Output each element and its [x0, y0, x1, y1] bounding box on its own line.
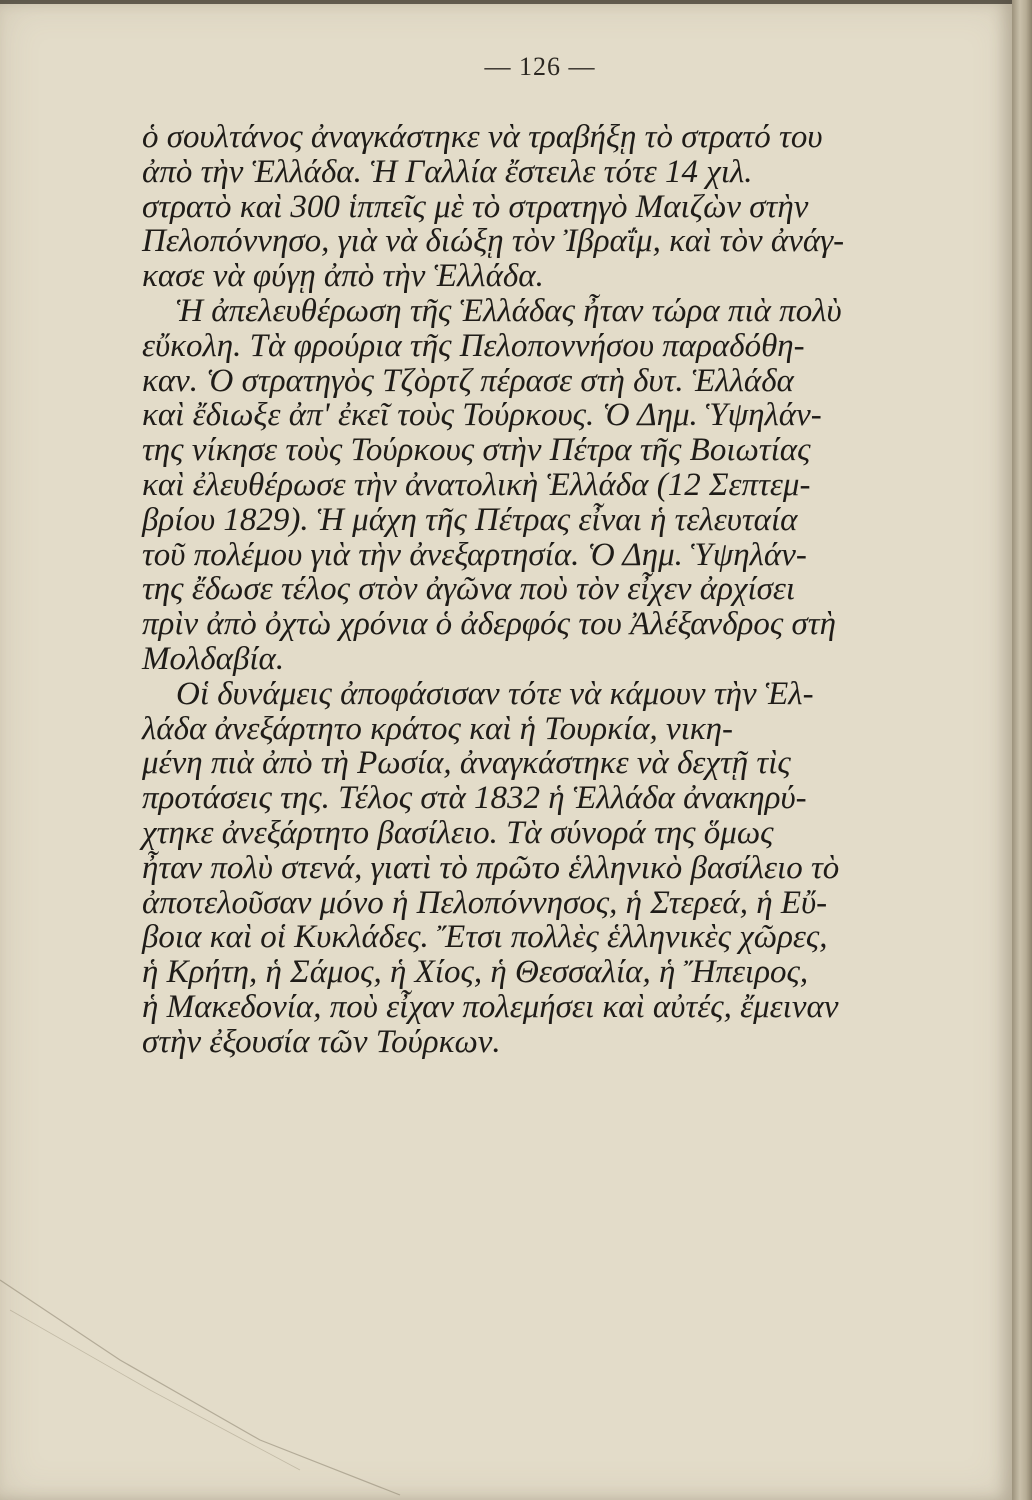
- text-line: στρατὸ καὶ 300 ἱππεῖς μὲ τὸ στρατηγὸ Μαιζὼν στὴν: [142, 188, 809, 225]
- text-line: χτηκε ἀνεξάρτητο βασίλειο. Τὰ σύνορά της ὅμως: [142, 814, 774, 851]
- text-line: ἡ Μακεδονία, ποὺ εἶχαν πολεμήσει καὶ αὐτές, ἔμειναν: [142, 988, 839, 1025]
- text-line: καὶ ἔδιωξε ἀπ' ἐκεῖ τοὺς Τούρκους. Ὁ Δημ. Ὑψηλάν-: [142, 397, 822, 434]
- text-line: βοια καὶ οἱ Κυκλάδες. Ἔτσι πολλὲς ἑλληνικὲς χῶρες,: [142, 919, 828, 956]
- paragraph-start-line: Οἱ δυνάμεις ἀποφάσισαν τότε νὰ κάμουν τὴν Ἑλ-: [176, 675, 814, 712]
- text-line: Μολδαβία.: [142, 640, 285, 677]
- text-line: καν. Ὁ στρατηγὸς Τζὸρτζ πέρασε στὴ δυτ. Ἑλλάδα: [142, 362, 794, 399]
- body-text: [142, 120, 962, 1060]
- text-line: ἦταν πολὺ στενά, γιατὶ τὸ πρῶτο ἑλληνικὸ βασίλειο τὸ: [142, 849, 840, 886]
- text-line: πρὶν ἀπὸ ὀχτὼ χρόνια ὁ ἀδερφός του Ἀλέξανδρος στὴ: [142, 606, 836, 643]
- page-edge: [1012, 0, 1032, 1500]
- top-edge: [0, 0, 1012, 4]
- text-line: τοῦ πολέμου γιὰ τὴν ἀνεξαρτησία. Ὁ Δημ. Ὑψηλάν-: [142, 536, 807, 573]
- page-number: — 126 —: [484, 52, 596, 81]
- text-line: της ἔδωσε τέλος στὸν ἀγῶνα ποὺ τὸν εἶχεν ἀρχίσει: [142, 571, 796, 608]
- text-line: εὔκολη. Τὰ φρούρια τῆς Πελοποννήσου παραδόθη-: [142, 327, 805, 364]
- text-line: ἀποτελοῦσαν μόνο ἡ Πελοπόννησος, ἡ Στερεά, ἡ Εὔ-: [142, 884, 828, 921]
- text-line: Πελοπόννησο, γιὰ νὰ διώξῃ τὸν Ἰβραΐμ, καὶ τὸν ἀνάγ-: [142, 223, 845, 260]
- paper-scratch-marks: [0, 1240, 420, 1500]
- text-line: λάδα ἀνεξάρτητο κράτος καὶ ἡ Τουρκία, νικη-: [142, 710, 733, 747]
- paragraph-start-line: Ἡ ἀπελευθέρωση τῆς Ἑλλάδας ἦταν τώρα πιὰ πολὺ: [176, 292, 842, 329]
- text-line: βρίου 1829). Ἡ μάχη τῆς Πέτρας εἶναι ἡ τελευταία: [142, 501, 798, 538]
- text-line: καὶ ἐλευθέρωσε τὴν ἀνατολικὴ Ἑλλάδα (12 Σεπτεμ-: [142, 466, 811, 503]
- text-line: προτάσεις της. Τέλος στὰ 1832 ἡ Ἑλλάδα ἀνακηρύ-: [142, 780, 807, 817]
- text-line: κασε νὰ φύγῃ ἀπὸ τὴν Ἑλλάδα.: [142, 258, 544, 295]
- text-line: μένη πιὰ ἀπὸ τὴ Ρωσία, ἀναγκάστηκε νὰ δεχτῇ τὶς: [142, 745, 791, 782]
- text-line: της νίκησε τοὺς Τούρκους στὴν Πέτρα τῆς Βοιωτίας: [142, 432, 811, 469]
- text-line: ὁ σουλτάνος ἀναγκάστηκε νὰ τραβήξῃ τὸ στρατό του: [142, 119, 823, 155]
- text-line: στὴν ἐξουσία τῶν Τούρκων.: [142, 1023, 501, 1060]
- text-line: ἡ Κρήτη, ἡ Σάμος, ἡ Χίος, ἡ Θεσσαλία, ἡ Ἤπειρος,: [142, 954, 809, 991]
- text-line: ἀπὸ τὴν Ἑλλάδα. Ἡ Γαλλία ἔστειλε τότε 14 χιλ.: [142, 153, 753, 190]
